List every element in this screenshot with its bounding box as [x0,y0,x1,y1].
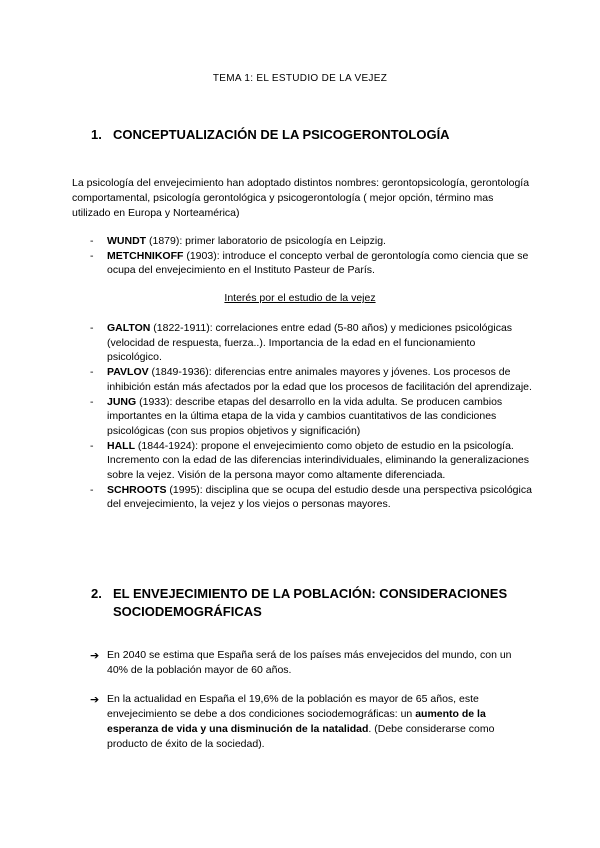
dash-bullet: - [90,249,94,262]
list-item [90,692,532,752]
author-name: JUNG [107,395,137,408]
list-item [90,483,532,512]
author-name: HALL [107,439,135,452]
arrow-bullet-icon: ➔ [90,693,100,706]
author-description: (1933): describe etapas del desarrollo en la vida adulta. Se producen cambios importantes en la última etapa de la vida y cambios cuantitativos de las condiciones psicológicas (con sus propios objetivos y significación) [107,395,503,437]
dash-bullet: - [90,322,94,334]
dash-bullet: - [90,366,94,379]
point-text: En 2040 se estima que España será de los países más envejecidos del mundo, con un 40% de la población mayor de 60 años. [107,649,512,676]
author-name: METCHNIKOFF [107,249,184,262]
list-item [90,249,532,278]
pioneers-list [90,234,532,278]
section-1-number: 1. [91,127,102,142]
point-emphasis: aumento de la esperanza de vida y una disminución de la natalidad [107,708,486,735]
section-1-intro: La psicología del envejecimiento han adoptado distintos nombres: gerontopsicología, gerontología comportamental, psicología gerontológica y psicogerontología ( mejor opción, término mas utilizado en Europa y Norteamérica) [72,177,530,219]
list-item [90,321,532,365]
point-text: En la actualidad en España el 19,6% de la población es mayor de 65 años, este envejecimiento se debe a dos condiciones sociodemográficas: un [107,693,479,720]
author-description: (1903): introduce el concepto verbal de gerontología como ciencia que se ocupa del envejecimiento en el Instituto Pasteur de París. [107,249,529,277]
list-item [90,648,532,678]
author-name: SCHROOTS [107,483,167,496]
list-item [90,234,532,249]
author-description: (1849-1936): diferencias entre animales mayores y jóvenes. Los procesos de inhibición están más afectados por la edad que los procesos de facilitación del aprendizaje. [107,366,532,393]
section-1-title: CONCEPTUALIZACIÓN DE LA PSICOGERONTOLOGÍA [113,127,450,142]
author-description: (1822-1911): correlaciones entre edad (5-80 años) y mediciones psicológicas (velocidad de respuesta, fuerza..). Importancia de la edad en el funcionamiento psicológico. [107,322,513,364]
list-item [90,365,532,394]
dash-bullet: - [90,439,94,452]
demographics-list [90,648,532,678]
author-name: WUNDT [107,235,147,247]
dash-bullet: - [90,483,94,496]
author-description: (1995): disciplina que se ocupa del estudio desde una perspectiva psicológica del envejecimiento, la vejez y los viejos o personas mayores. [107,483,532,511]
arrow-bullet-icon: ➔ [90,649,100,662]
author-description: (1879): primer laboratorio de psicología en Leipzig. [146,235,386,247]
dash-bullet: - [90,235,94,247]
section-2-heading [91,585,531,621]
dash-bullet: - [90,395,94,408]
author-description: (1844-1924): propone el envejecimiento como objeto de estudio en la psicología. Incremento con la edad de las diferencias interindividuales, eliminando la generalizaciones sobre la vejez. Visión de la persona mayor como altamente diferenciada. [107,439,530,482]
author-name: PAVLOV [107,366,149,379]
interest-list [90,321,532,512]
section-2-number: 2. [91,586,102,601]
section-2-title: EL ENVEJECIMIENTO DE LA POBLACIÓN: CONSIDERACIONES SOCIODEMOGRÁFICAS [113,586,508,619]
demographics-list-2 [90,692,532,752]
author-name: GALTON [107,322,151,334]
list-item [90,395,532,439]
interest-subheading: Interés por el estudio de la vejez [224,292,376,304]
document-title: TEMA 1: EL ESTUDIO DE LA VEJEZ [212,73,388,84]
point-text-end: . (Debe considerarse como producto de éxito de la sociedad). [107,723,495,750]
list-item [90,439,532,483]
section-1-heading [91,126,531,144]
